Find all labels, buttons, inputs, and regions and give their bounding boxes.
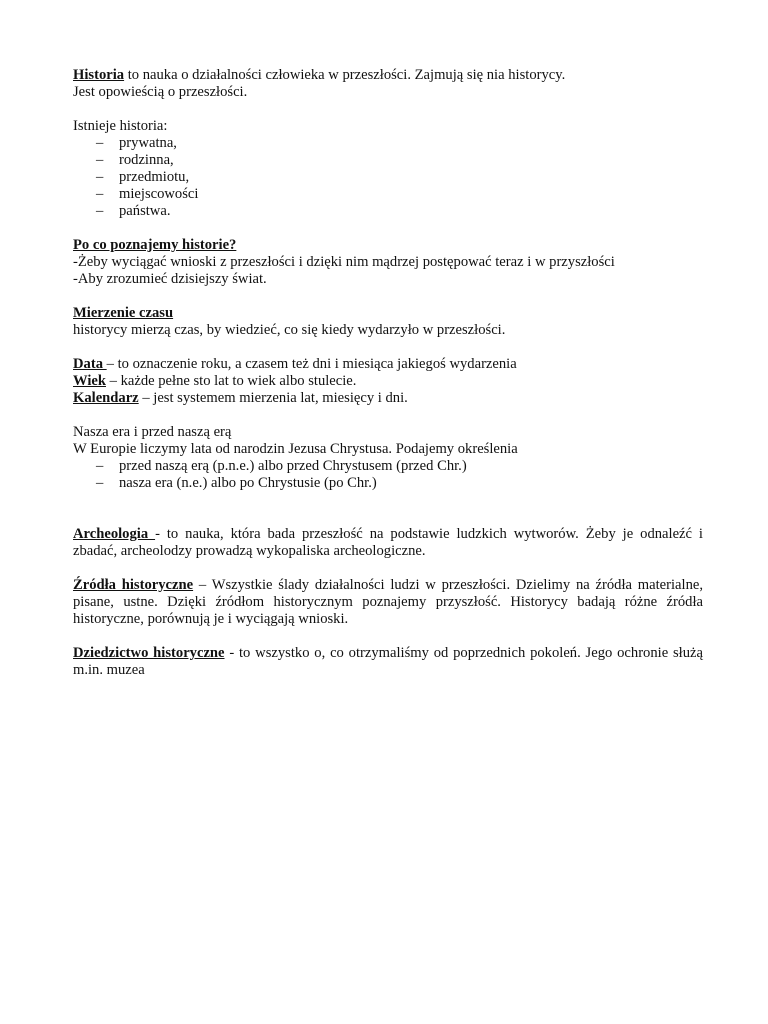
list-item: – przedmiotu, <box>96 169 190 185</box>
definition-data: Data – to oznaczenie roku, a czasem też dni i miesiąca jakiegoś wydarzenia <box>73 356 517 372</box>
dziedzictwo-paragraph: Dziedzictwo historyczne - to wszystko o, co otrzymaliśmy od poprzednich pokoleń. Jego ochronie służą m.in. muzea <box>73 645 703 678</box>
dash-bullet: – <box>96 186 104 202</box>
istnieje-heading: Istnieje historia: <box>73 118 168 134</box>
historia-line <box>73 67 703 84</box>
mierzenie-heading: Mierzenie czasu <box>73 305 174 321</box>
zrodla-paragraph: Źródła historyczne – Wszystkie ślady działalności ludzi w przeszłości. Dzielimy na źródła materialne, pisane, ustne. Dzięki źródłom historycznym poznajemy przyszłość. Historycy badają różne źródła historyczne, porównują je i wyciągają wnioski. <box>73 577 703 627</box>
era-line-2: W Europie liczymy lata od narodzin Jezusa Chrystusa. Podajemy określenia <box>73 441 518 457</box>
dash-bullet: – <box>96 135 104 151</box>
archeologia-paragraph: Archeologia - to nauka, która bada przeszłość na podstawie ludzkich wytworów. Żeby je odnaleźć i zbadać, archeolodzy prowadzą wykopaliska archeologiczne. <box>73 526 703 559</box>
definition-kalendarz: Kalendarz – jest systemem mierzenia lat, miesięcy i dni. <box>73 390 408 406</box>
dash-bullet: – <box>96 152 104 168</box>
dash-bullet: – <box>96 475 104 491</box>
dash-bullet: – <box>96 203 104 219</box>
list-item: – państwa. <box>96 203 171 219</box>
list-item: – rodzinna, <box>96 152 174 168</box>
definition-wiek: Wiek – każde pełne sto lat to wiek albo stulecie. <box>73 373 357 389</box>
historia-term: Historia <box>73 67 125 83</box>
po-co-heading: Po co poznajemy historie? <box>73 237 237 253</box>
historia-definition: to nauka o działalności człowieka w przeszłości. Zajmują się nia historycy. <box>124 67 566 83</box>
list-item: – prywatna, <box>96 135 177 151</box>
mierzenie-text: historycy mierzą czas, by wiedzieć, co się kiedy wydarzyło w przeszłości. <box>73 322 506 338</box>
po-co-line-1: -Żeby wyciągać wnioski z przeszłości i dzięki nim mądrzej postępować teraz i w przyszłości <box>73 254 615 270</box>
era-list <box>73 458 703 492</box>
document-page <box>73 67 703 679</box>
list-item: – przed naszą erą (p.n.e.) albo przed Chrystusem (przed Chr.) <box>96 458 467 474</box>
dash-bullet: – <box>96 458 104 474</box>
history-types-list <box>73 135 703 220</box>
po-co-line-2: -Aby zrozumieć dzisiejszy świat. <box>73 271 267 287</box>
era-line-1: Nasza era i przed naszą erą <box>73 424 232 440</box>
historia-line-2: Jest opowieścią o przeszłości. <box>73 84 248 100</box>
list-item: – miejscowości <box>96 186 199 202</box>
list-item: – nasza era (n.e.) albo po Chrystusie (po Chr.) <box>96 475 377 491</box>
dash-bullet: – <box>96 169 104 185</box>
